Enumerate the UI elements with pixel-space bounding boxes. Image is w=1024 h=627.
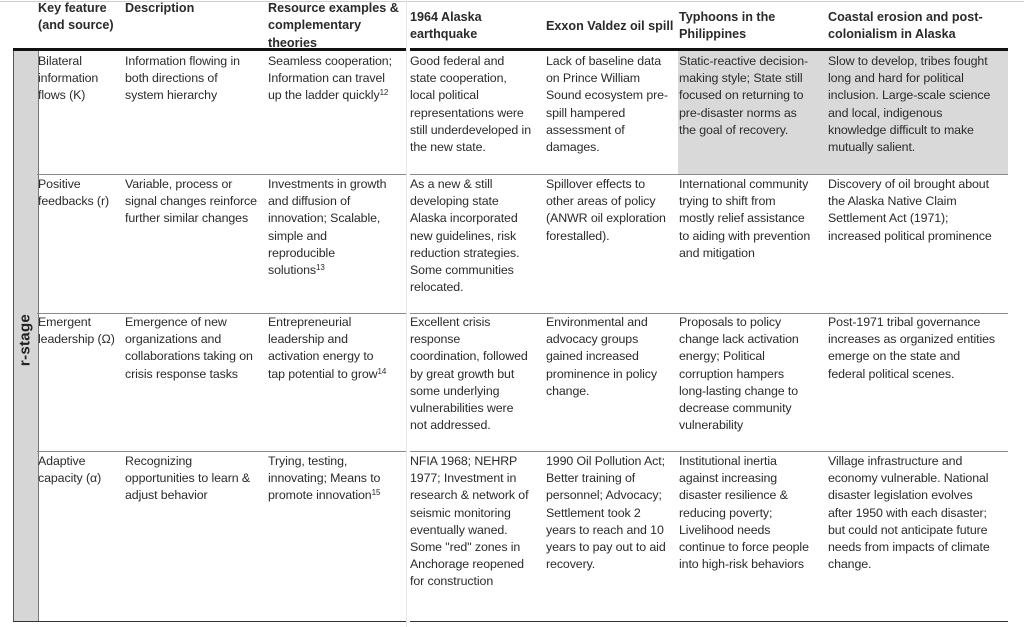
row3-description: Emergence of new organizations and collaborations taking on crisis response tasks bbox=[125, 315, 253, 381]
header-coastal-erosion: Coastal erosion and post- colonialism in Alaska bbox=[828, 10, 983, 42]
row2-resource-text: Investments in growth and diffusion of innovation; Scalable, simple and reproducible solutions bbox=[268, 177, 387, 278]
row1-key-feature: Bilateral information flows (K) bbox=[38, 54, 99, 103]
row1-resource-examples bbox=[268, 53, 408, 105]
header-resource-examples: Resource examples & complementary theories bbox=[268, 1, 399, 50]
stage-label: r-stage bbox=[16, 313, 34, 367]
row2-exxon-valdez: Spillover effects to other areas of policy (ANWR oil exploration forestalled). bbox=[546, 177, 666, 243]
header-description: Description bbox=[125, 1, 195, 15]
row1-description: Information flowing in both directions of system hierarchy bbox=[125, 54, 240, 103]
row-divider-1-right bbox=[410, 174, 1008, 175]
row-divider-3-right bbox=[410, 451, 1008, 452]
row1-alaska-earthquake: Good federal and state cooperation, local political representations were still underdeveloped in the new state. bbox=[410, 54, 532, 155]
row3-key-feature: Emergent leadership (Ω) bbox=[38, 315, 115, 347]
row4-coastal-erosion: Village infrastructure and economy vulnerable. National disaster legislation evolves after 1950 with each disaster; but could not anticipate future needs from impacts of climate change. bbox=[828, 454, 990, 572]
row2-alaska-earthquake: As a new & still developing state Alaska incorporated new guidelines, risk reduction strategies. Some communities relocated. bbox=[410, 177, 520, 295]
row3-exxon-valdez: Environmental and advocacy groups gained increased prominence in policy change. bbox=[546, 315, 657, 398]
row1-footnote: 12 bbox=[379, 88, 389, 98]
header-alaska-earthquake: 1964 Alaska earthquake bbox=[410, 10, 482, 42]
row4-description: Recognizing opportunities to learn & adjust behavior bbox=[125, 454, 251, 503]
row2-typhoons: International community trying to shift from mostly relief assistance to aiding with prevention and mitigation bbox=[679, 177, 811, 260]
row3-resource-text: Entrepreneurial leadership and activation energy to tap potential to grow bbox=[268, 315, 378, 381]
header-key-feature: Key feature (and source) bbox=[38, 1, 114, 33]
row1-exxon-valdez: Lack of baseline data on Prince William Sound ecosystem pre- spill hampered assessment of damages. bbox=[546, 54, 668, 155]
header-rule-left bbox=[13, 48, 407, 51]
header-rule-right bbox=[410, 48, 1008, 51]
row3-typhoons: Proposals to policy change lack activation energy; Political corruption hampers long-lasting change to decrease community vulnerability bbox=[679, 315, 799, 433]
row3-footnote: 14 bbox=[377, 366, 387, 376]
row2-coastal-erosion: Discovery of oil brought about the Alaska Native Claim Settlement Act (1971); increased political prominence bbox=[828, 177, 992, 243]
header-exxon-valdez: Exxon Valdez oil spill bbox=[546, 19, 674, 33]
row3-resource-examples bbox=[268, 314, 408, 383]
row-divider-3-left bbox=[37, 451, 407, 452]
row2-resource-examples bbox=[268, 176, 408, 279]
row4-footnote: 15 bbox=[371, 488, 381, 498]
row3-alaska-earthquake: Excellent crisis response coordination, followed by great growth but some underlying vulnerabilities were not addressed. bbox=[410, 315, 528, 433]
row1-coastal-erosion: Slow to develop, tribes fought long and hard for political inclusion. Large-scale science and local, indigenous knowledge difficult to make mutually salient. bbox=[828, 54, 991, 155]
header-typhoons: Typhoons in the Philippines bbox=[679, 10, 776, 42]
bottom-rule-left bbox=[13, 621, 407, 622]
row-divider-1-left bbox=[37, 174, 407, 175]
row1-resource-text: Seamless cooperation; Information can travel up the ladder quickly bbox=[268, 54, 392, 103]
row4-key-feature: Adaptive capacity (α) bbox=[38, 454, 102, 486]
row4-alaska-earthquake: NFIA 1968; NEHRP 1977; Investment in research & network of seismic monitoring eventually waned. Some "red" zones in Anchorage reopened for construction bbox=[410, 454, 529, 589]
row4-resource-text: Trying, testing, innovating; Means to promote innovation bbox=[268, 454, 381, 503]
row2-description: Variable, process or signal changes reinforce further similar changes bbox=[125, 177, 257, 226]
row4-resource-examples bbox=[268, 453, 408, 505]
row2-key-feature: Positive feedbacks (r) bbox=[38, 177, 110, 209]
row4-typhoons: Institutional inertia against increasing disaster resilience & reducing poverty; Livelihood needs continue to force people into high-risk behaviors bbox=[679, 454, 809, 572]
row4-exxon-valdez: 1990 Oil Pollution Act; Better training of personnel; Advocacy; Settlement took 2 years to reach and 10 years to pay out to aid recovery. bbox=[546, 454, 666, 572]
row2-footnote: 13 bbox=[316, 263, 325, 273]
row1-typhoons: Static-reactive decision- making style; State still focused on returning to pre-disaster norms as the goal of recovery. bbox=[679, 54, 809, 137]
row3-coastal-erosion: Post-1971 tribal governance increases as organized entities emerge on the state and federal political scenes. bbox=[828, 315, 996, 381]
bottom-rule-right bbox=[410, 621, 1008, 622]
